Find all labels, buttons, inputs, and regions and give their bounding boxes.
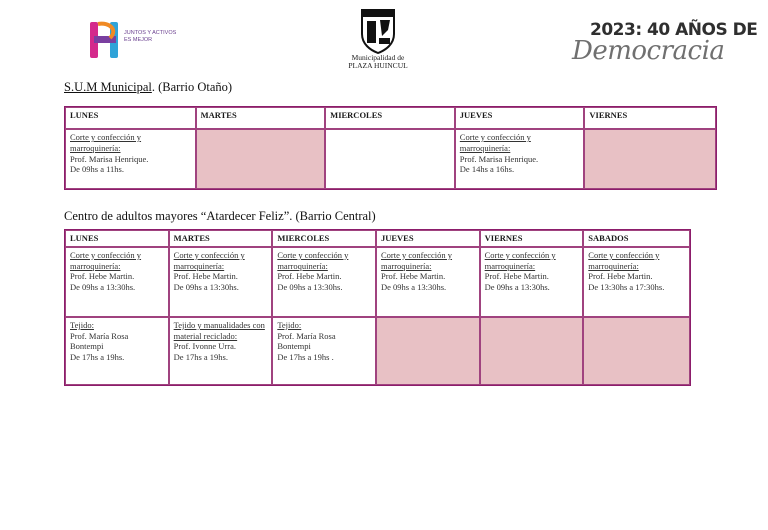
table-row: [65, 317, 690, 385]
class-activity: Corte y confección y marroquinería:: [70, 132, 142, 153]
class-activity: Corte y confección y marroquinería:: [588, 249, 660, 271]
day-header: MIERCOLES: [272, 230, 376, 247]
table-row: [65, 247, 690, 317]
empty-cell-white: [325, 129, 455, 189]
class-activity: Corte y confección y marroquinería:: [484, 249, 556, 271]
class-activity: Tejido y manualidades con material reciclado:: [173, 319, 265, 341]
class-teacher: Prof. Hebe Martin.: [380, 271, 446, 282]
class-cell: [376, 247, 480, 317]
class-cell: [583, 247, 690, 317]
class-time: De 14hs a 16hs.: [459, 164, 515, 175]
day-header: VIERNES: [584, 107, 716, 129]
class-activity: Corte y confección y marroquinería:: [70, 249, 142, 271]
class-teacher: Prof. María Rosa Bontempi: [277, 330, 336, 352]
municipality-logo: [330, 6, 426, 76]
juntos-logo-icon: [88, 18, 124, 62]
section2-title-barrio: . (Barrio Central): [289, 209, 376, 223]
class-teacher: Prof. Hebe Martin.: [70, 271, 135, 282]
class-teacher: Prof. Marisa Henrique.: [70, 153, 149, 164]
class-cell: [169, 317, 273, 385]
day-header: VIERNES: [480, 230, 584, 247]
class-activity: Tejido:: [277, 319, 302, 330]
day-header: MARTES: [196, 107, 326, 129]
democracia-logo-year: 2023: 40 AÑOS DE: [590, 20, 758, 40]
day-header: SABADOS: [583, 230, 690, 247]
class-cell: [65, 129, 196, 189]
class-cell: [272, 247, 376, 317]
class-activity: Corte y confección y marroquinería:: [380, 249, 453, 271]
day-header: MIERCOLES: [325, 107, 455, 129]
class-activity: Corte y confección y marroquinería:: [459, 132, 531, 153]
section2-title: [64, 209, 376, 224]
class-teacher: Prof. Hebe Martin.: [484, 271, 549, 282]
class-time: De 17hs a 19hs .: [277, 352, 334, 363]
municipality-caption-line1: Municipalidad de: [351, 53, 405, 62]
table-row: [65, 129, 716, 189]
class-cell: [272, 317, 376, 385]
class-cell: [169, 247, 273, 317]
empty-cell: [584, 129, 716, 189]
day-header: JUEVES: [455, 107, 585, 129]
empty-cell: [376, 317, 480, 385]
class-teacher: Prof. Marisa Henrique.: [459, 153, 539, 164]
class-teacher: Prof. Hebe Martin.: [588, 271, 653, 282]
class-time: De 17hs a 19hs.: [70, 352, 125, 363]
table-header-row: [65, 230, 690, 247]
empty-cell: [480, 317, 584, 385]
juntos-logo-tagline: JUNTOS Y ACTIVOS ES MEJOR: [124, 30, 177, 43]
class-time: De 09hs a 13:30hs.: [380, 282, 447, 293]
schedule-table-sum: [64, 106, 717, 190]
section1-title-barrio: . (Barrio Otaño): [151, 80, 233, 94]
day-header: LUNES: [65, 230, 169, 247]
democracia-logo: [560, 20, 758, 70]
class-teacher: Prof. Hebe Martin.: [173, 271, 238, 282]
schedule-table-adultos-mayores: [64, 229, 691, 386]
democracia-logo-word: Democracia: [572, 36, 725, 66]
day-header: JUEVES: [376, 230, 480, 247]
day-header: LUNES: [65, 107, 196, 129]
day-header: MARTES: [169, 230, 273, 247]
table-header-row: [65, 107, 716, 129]
section1-title: [64, 80, 232, 95]
class-time: De 13:30hs a 17:30hs.: [588, 282, 665, 293]
class-cell: [480, 247, 584, 317]
municipality-caption-line2: PLAZA HUINCUL: [348, 61, 408, 70]
class-time: De 09hs a 13:30hs.: [484, 282, 550, 293]
section2-title-venue: Centro de adultos mayores “Atardecer Feliz”: [64, 209, 290, 223]
municipal-shield-icon: [358, 6, 398, 54]
class-cell: [455, 129, 585, 189]
class-time: De 09hs a 13:30hs.: [173, 282, 239, 293]
class-cell: [65, 317, 169, 385]
class-activity: Tejido:: [70, 319, 94, 330]
class-teacher: Prof. Hebe Martin.: [277, 271, 342, 282]
class-teacher: Prof. Ivonne Urra.: [173, 341, 236, 352]
class-teacher: Prof. María Rosa Bontempi: [70, 330, 129, 352]
class-activity: Corte y confección y marroquinería:: [277, 249, 349, 271]
empty-cell: [583, 317, 690, 385]
class-time: De 09hs a 13:30hs.: [70, 282, 136, 293]
class-time: De 09hs a 11hs.: [70, 164, 124, 175]
class-cell: [65, 247, 169, 317]
class-activity: Corte y confección y marroquinería:: [173, 249, 245, 271]
juntos-logo: [88, 18, 198, 66]
class-time: De 09hs a 13:30hs.: [277, 282, 343, 293]
class-time: De 17hs a 19hs.: [173, 352, 228, 363]
empty-cell: [196, 129, 326, 189]
section1-title-venue: S.U.M Municipal: [64, 80, 152, 94]
